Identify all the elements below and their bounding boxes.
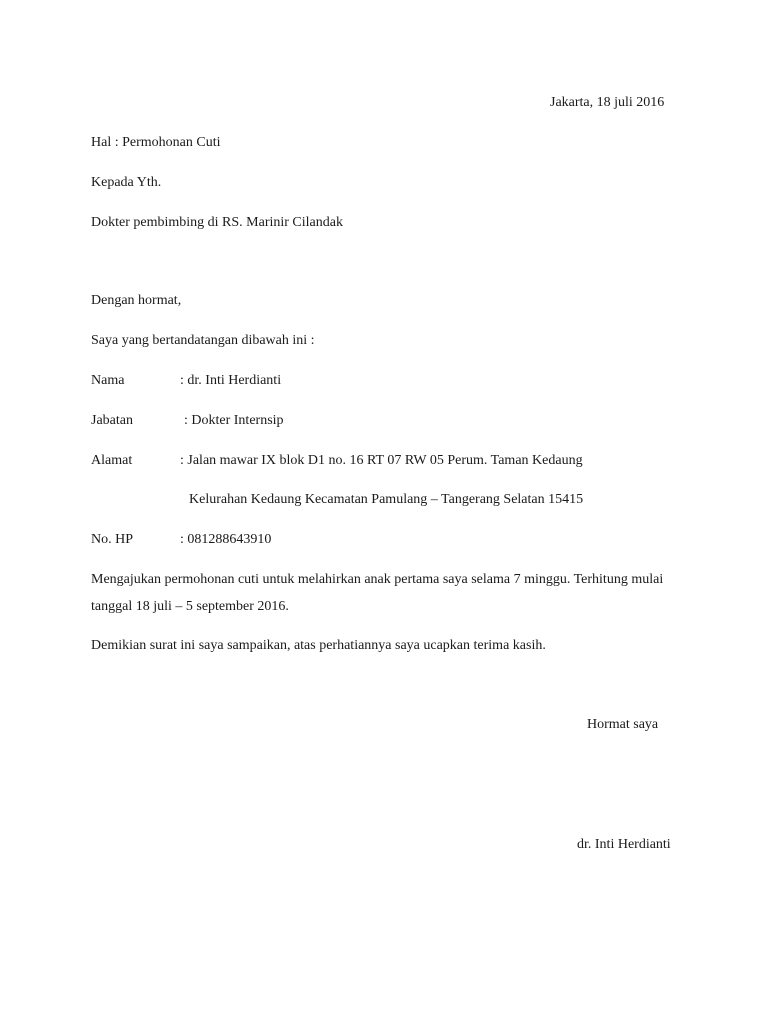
signatory-name: dr. Inti Herdianti [577, 837, 671, 852]
jabatan-label: Jabatan [91, 413, 133, 428]
nama-label: Nama [91, 373, 125, 388]
nama-value: : dr. Inti Herdianti [180, 373, 282, 388]
subject-line: Hal : Permohonan Cuti [91, 135, 221, 150]
body-paragraph: Mengajukan permohonan cuti untuk melahirkan anak pertama saya selama 7 minggu. Terhitung mulai tanggal 18 juli – 5 september 2016. [91, 572, 664, 614]
salutation: Dengan hormat, [91, 293, 182, 308]
alamat-label: Alamat [91, 453, 133, 468]
recipient-greeting: Kepada Yth. [91, 175, 162, 190]
jabatan-value: : Dokter Internsip [184, 413, 284, 428]
sign-off: Hormat saya [587, 717, 659, 732]
recipient: Dokter pembimbing di RS. Marinir Cilandak [91, 215, 343, 230]
closing-paragraph: Demikian surat ini saya sampaikan, atas perhatiannya saya ucapkan terima kasih. [91, 638, 546, 653]
alamat-value-line-1: : Jalan mawar IX blok D1 no. 16 RT 07 RW 05 Perum. Taman Kedaung [180, 453, 583, 468]
place-date: Jakarta, 18 juli 2016 [550, 95, 665, 110]
hp-value: : 081288643910 [180, 532, 272, 547]
intro-line: Saya yang bertandatangan dibawah ini : [91, 333, 315, 348]
hp-label: No. HP [91, 532, 134, 547]
alamat-value-line-2: Kelurahan Kedaung Kecamatan Pamulang – Tangerang Selatan 15415 [189, 492, 584, 507]
